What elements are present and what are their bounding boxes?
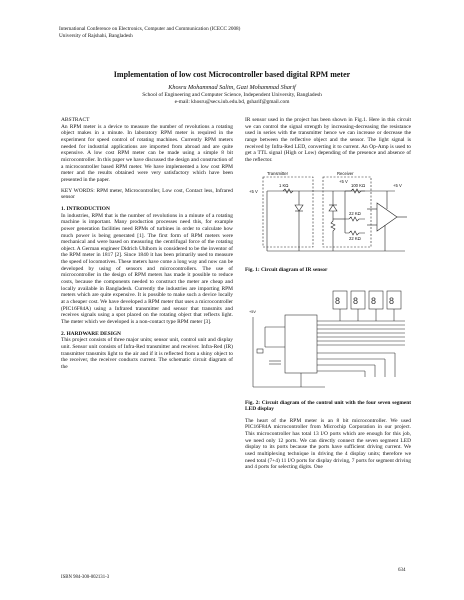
abstract-text: An RPM meter is a device to measure the number of revolutions a rotating object makes in a minute. In laboratory RPM meter is required in the experiment for speed control of rotating machines. Currently RPM meters needed for industrial applications are imported from abroad and are quite expensive. A low cost RPM meter can be made using a simple 8 bit microcontroller. In this paper we have discussed the design and construction of a microcontroller based RPM meter. We have implemented a low cost RPM meter and the results obtained were very satisfactory which have been presented in the paper. [61, 123, 233, 183]
page-number: 634 [398, 568, 406, 573]
right-column [245, 117, 411, 475]
authors: Khosru Mohammad Salim, Gazi Mohammad Sharif [168, 84, 296, 91]
svg-text:8: 8 [353, 296, 359, 306]
resistor-22k-1-label: 22 KΩ [349, 210, 361, 216]
receiver-label: Receiver [337, 170, 354, 176]
resistor-22k-2-label: 22 KΩ [349, 235, 361, 241]
affiliation-email: e-mail: khosru@secs.iub.edu.bd, gsharif@gmail.com [174, 98, 290, 105]
supply-label-2: +5 V [339, 178, 348, 184]
transmitter-label: Transmitter [267, 170, 289, 176]
conference-header [59, 26, 240, 39]
introduction-text: In industries, RPM that is the number of revolutions in a minute of a rotating machine is important. Many production processes need this, for example power generation facilities need RPMs of turbines in order to calculate how much power is being generated [1]. The first form of RPM meters were mechanical and were based on measuring the centrifugal force of the rotating object. A German engineer Didrich Uhlhorn is considered to be the inventor of the RPM meter in 1817 [2]. Since 1840 it has been primarily used to measure the speed of locomotives. These meters have come a long way and now can be developed by using of sensors and microcontrollers. The use of microcontroller in the design of RPM meters has made it possible to reduce costs, because the components needed to construct the meter are cheap and locally available in Bangladesh. Currently the industries are importing RPM meters which are quite expensive. It is possible to make such a device locally at a cheaper cost. We have developed a RPM meter that uses a microcontroller (PIC16F84A) using a Infrared transmitter and sensor that transmits and receives signals using a spot placed on the rotating object that reflects light. The meter which we developed is a non-contact type RPM meter [3]. [61, 212, 233, 326]
keywords: KEY WORDS: RPM meter, Microcontroller, Low cost, Contact less, Infrared sensor [61, 187, 233, 201]
supply-label-3: +5 V [393, 182, 402, 188]
hardware-heading: 2. HARDWARE DESIGN [61, 330, 121, 337]
supply-label-1: +5 V [249, 188, 258, 194]
ir-sensor-circuit-figure [245, 169, 411, 264]
affiliation [59, 92, 405, 105]
introduction-heading: 1. INTRODUCTION [61, 205, 110, 212]
control-unit-circuit-figure [245, 287, 411, 397]
svg-text:8: 8 [335, 296, 341, 306]
isbn: ISBN 984-300-002131-3 [61, 575, 110, 580]
header-line-1: International Conference on Electronics, Computer and Communication (ICECC 2008) [59, 26, 241, 32]
paper-title: Implementation of low cost Microcontroller based digital RPM meter [113, 70, 351, 79]
control-unit-circuit-diagram [245, 287, 411, 397]
affiliation-school: School of Engineering and Computer Science, Independent University, Bangladesh [142, 92, 322, 98]
sensor-description: IR sensor used in the project has been shown in Fig.1. Here in this circuit we can control the signal strength by increasing-decreasing the resistance used in series with the transmitter hence we can increase or decrease the range between the reflective object and the sensor. The light signal is received by Infra-Red LED, converting it to current. An Op-Amp is used to get a TTL signal (High or Low) depending of the presence and absence of the reflector. [245, 117, 411, 163]
vcc-label: +5V [249, 310, 256, 314]
resistor-1k-label: 1 KΩ [279, 182, 289, 188]
figure-1-caption: Fig. 1: Circuit diagram of IR sensor [245, 266, 328, 273]
microcontroller-description: The heart of the RPM meter is an 8 bit microcontroller. We used PIC16F84A microcontroller from Microchip Corporation in our project. This microcontroller has total 13 I/O ports which are enough for this job, we need only 12 ports. We can directly connect the seven segment LED display to its ports because the ports have sufficient driving current. We used multiplexing technique in driving the 4 display units; therefore we need total (7+4) 11 I/O ports for display driving, 7 ports for segment driving and 4 ports for selecting digits. One [245, 417, 411, 471]
left-column [61, 117, 233, 375]
svg-text:8: 8 [389, 296, 395, 306]
ir-sensor-circuit-diagram [245, 169, 411, 264]
header-line-2: University of Rajshahi, Bangladesh [59, 32, 133, 39]
abstract-heading: ABSTRACT [61, 117, 90, 123]
hardware-text: This project consists of three major units; sensor unit, control unit and display unit. Sensor unit consists of Infra-Red transmitter and receiver. Infra-Red (IR) transmitter transmits light to the air and if it is reflected from a shiny object to the receiver, the receiver conducts current. The schematic circuit diagram of the [61, 337, 233, 370]
figure-2-caption: Fig. 2: Circuit diagram of the control unit with the four seven segment LED display [245, 400, 411, 413]
resistor-100k-label: 100 KΩ [351, 182, 366, 188]
svg-text:8: 8 [371, 296, 377, 306]
